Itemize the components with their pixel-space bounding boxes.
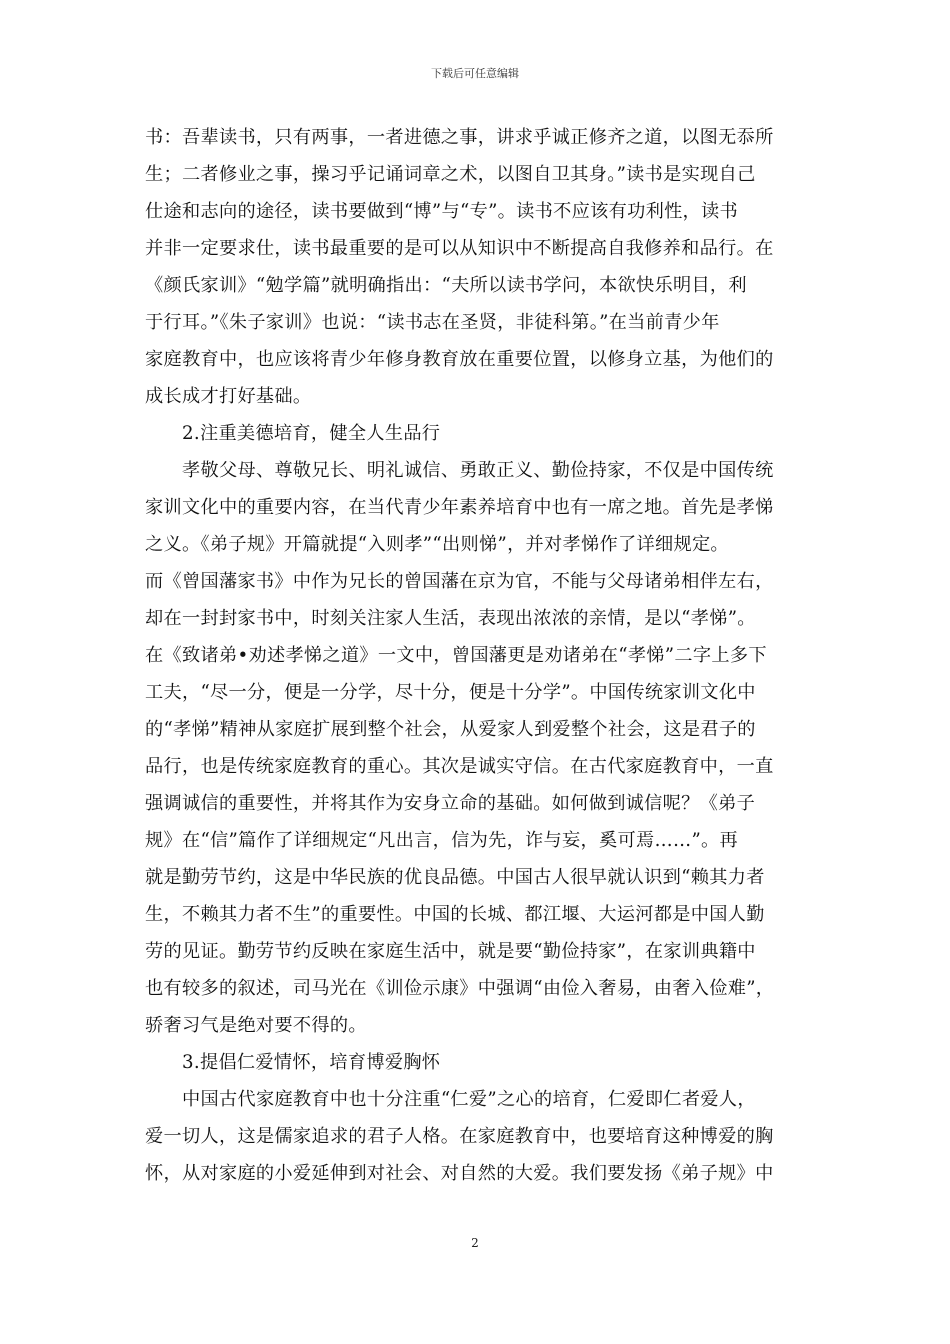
page-header: 下载后可任意编辑	[431, 67, 519, 80]
text-line: 之义。《弟子规》开篇就提“入则孝”“出则悌”，并对孝悌作了详细规定。	[145, 534, 729, 555]
text-line: 却在一封封家书中，时刻关注家人生活，表现出浓浓的亲情，是以“孝悌”。	[145, 608, 756, 629]
document-body	[145, 119, 810, 1192]
text-line: 2.注重美德培育，健全人生品行	[182, 423, 441, 444]
text-line: 书：吾辈读书，只有两事，一者进德之事，讲求乎诚正修齐之道，以图无忝所	[145, 127, 774, 148]
text-line: 爱一切人，这是儒家追求的君子人格。在家庭教育中，也要培育这种博爱的胸	[145, 1126, 774, 1147]
text-line: 也有较多的叙述，司马光在《训俭示康》中强调“由俭入奢易，由奢入俭难”，	[145, 978, 775, 999]
text-line: 怀，从对家庭的小爱延伸到对社会、对自然的大爱。我们要发扬《弟子规》中	[145, 1163, 774, 1184]
text-line: 工夫，“尽一分，便是一分学，尽十分，便是十分学”。中国传统家训文化中	[145, 682, 756, 703]
text-line: 并非一定要求仕，读书最重要的是可以从知识中不断提高自我修养和品行。在	[145, 238, 774, 259]
text-line: 品行，也是传统家庭教育的重心。其次是诚实守信。在古代家庭教育中，一直	[145, 756, 774, 777]
text-line: 3.提倡仁爱情怀，培育博爱胸怀	[182, 1052, 441, 1073]
text-line: 在《致诸弟•劝述孝悌之道》一文中，曾国藩更是劝诸弟在“孝悌”二字上多下	[145, 645, 767, 666]
text-line: 仕途和志向的途径，读书要做到“博”与“专”。读书不应该有功利性，读书	[145, 201, 739, 222]
text-line: 成长成才打好基础。	[145, 386, 312, 407]
text-line: 《颜氏家训》“勉学篇”就明确指出：“夫所以读书学问，本欲快乐明目，利	[145, 275, 747, 296]
text-line: 家训文化中的重要内容，在当代青少年素养培育中也有一席之地。首先是孝悌	[145, 497, 774, 518]
text-line: 规》在“信”篇作了详细规定“凡出言，信为先，诈与妄，奚可焉……”。再	[145, 830, 739, 851]
text-line: 生；二者修业之事，操习乎记诵词章之术，以图自卫其身。”读书是实现自己	[145, 164, 756, 185]
text-line: 强调诚信的重要性，并将其作为安身立命的基础。如何做到诚信呢？《弟子	[145, 793, 756, 814]
text-line: 中国古代家庭教育中也十分注重“仁爱”之心的培育，仁爱即仁者爱人，	[182, 1089, 756, 1110]
page-number: 2	[471, 1236, 479, 1250]
text-line: 生，不赖其力者不生”的重要性。中国的长城、都江堰、大运河都是中国人勤	[145, 904, 765, 925]
text-line: 家庭教育中，也应该将青少年修身教育放在重要位置，以修身立基，为他们的	[145, 349, 774, 370]
text-line: 孝敬父母、尊敬兄长、明礼诚信、勇敢正义、勤俭持家，不仅是中国传统	[182, 460, 774, 481]
text-line: 骄奢习气是绝对要不得的。	[145, 1015, 367, 1036]
text-line: 劳的见证。勤劳节约反映在家庭生活中，就是要“勤俭持家”，在家训典籍中	[145, 941, 756, 962]
text-line: 的“孝悌”精神从家庭扩展到整个社会，从爱家人到爱整个社会，这是君子的	[145, 719, 756, 740]
text-line: 而《曾国藩家书》中作为兄长的曾国藩在京为官，不能与父母诸弟相伴左右，	[145, 571, 774, 592]
text-line: 于行耳。”《朱子家训》也说：“读书志在圣贤，非徒科第。”在当前青少年	[145, 312, 720, 333]
text-line: 就是勤劳节约，这是中华民族的优良品德。中国古人很早就认识到“赖其力者	[145, 867, 765, 888]
